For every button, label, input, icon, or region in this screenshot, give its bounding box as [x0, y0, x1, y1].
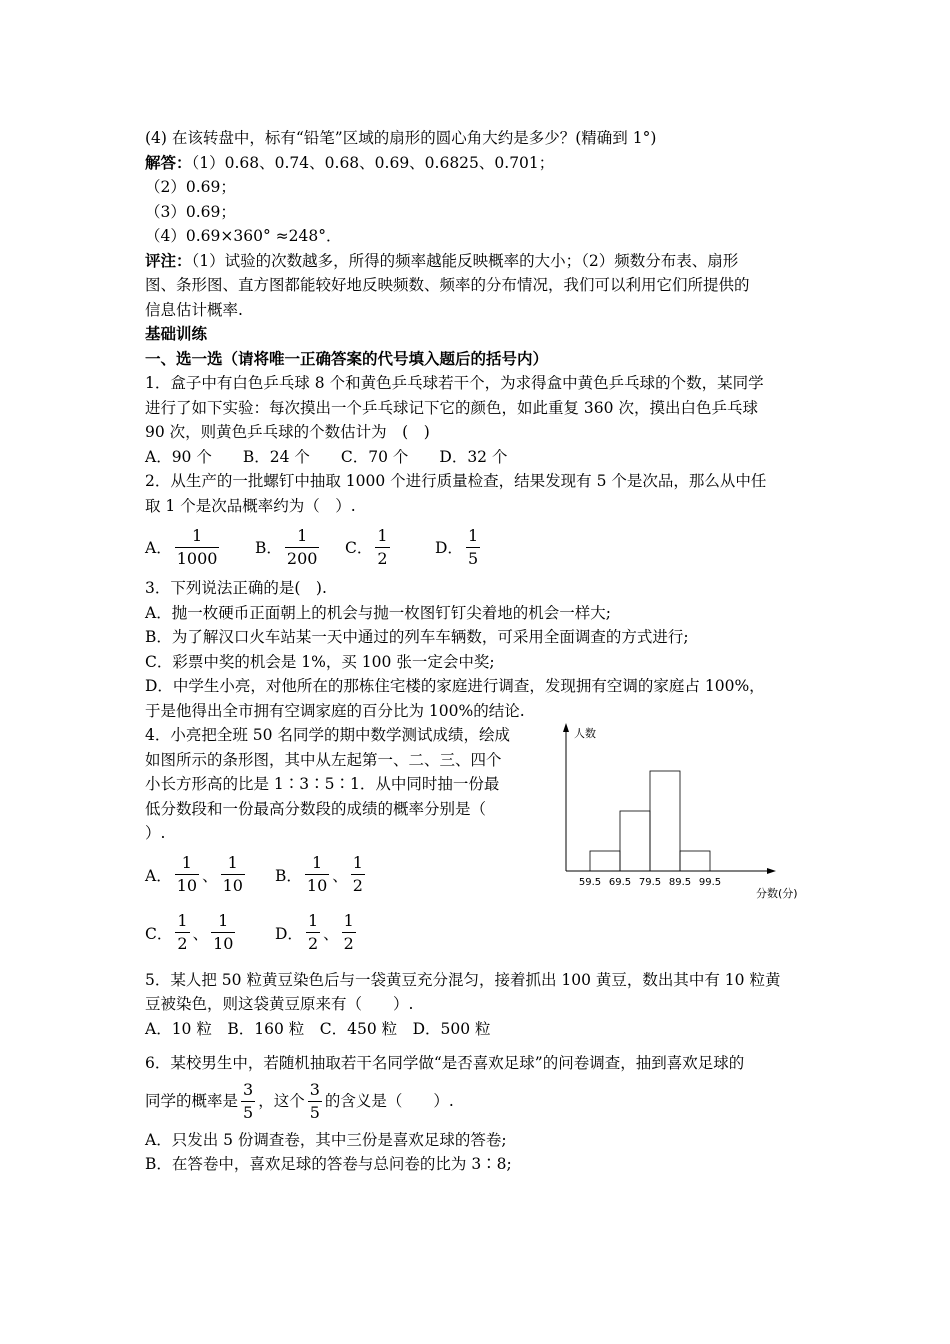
q2-option-b: [255, 525, 345, 570]
q3-option-b: B．为了解汉口火车站某一天中通过的列车车辆数，可采用全面调查的方式进行;: [145, 628, 689, 646]
fraction: [285, 525, 320, 570]
q2-option-c: [345, 525, 435, 570]
q4-line-2: 如图所示的条形图，其中从左起第一、二、三、四个: [145, 750, 502, 769]
q1-options: A．90 个 B．24 个 C．70 个 D．32 个: [145, 447, 508, 466]
q3-option-a: A．抛一枚硬币正面朝上的机会与抛一枚图钉钉尖着地的机会一样大;: [145, 603, 611, 622]
comment-label: 评注：: [145, 250, 192, 270]
fraction: [306, 910, 320, 955]
option-label: A．: [145, 866, 172, 885]
option-label: B．: [275, 866, 302, 885]
denominator: 5: [467, 548, 479, 568]
histogram-bar: [650, 771, 680, 871]
denominator: 5: [309, 1103, 320, 1122]
comment-line-1: [145, 249, 810, 274]
q5-options: A．10 粒 B．160 粒 C．450 粒 D．500 粒: [145, 1019, 491, 1038]
numerator: 1: [211, 910, 235, 933]
option-label: C．: [145, 924, 173, 943]
separator: 、: [192, 924, 209, 943]
fraction: [305, 852, 329, 897]
q3-option-d-line-1: D．中学生小亮，对他所在的那栋住宅楼的家庭进行调查，发现拥有空调的家庭占 100%，: [145, 677, 765, 695]
q1-line-2: 进行了如下实验：每次摸出一个乒乓球记下它的颜色，如此重复 360 次，摸出白色乒乓球: [145, 398, 758, 417]
q6-line-2: [145, 1076, 810, 1128]
q6-text-c: 的含义是（ ）.: [324, 1092, 454, 1111]
x-tick-label: 89.5: [668, 877, 692, 888]
x-tick-label: 79.5: [638, 877, 662, 888]
numerator: 1: [306, 910, 320, 933]
q4-block: [145, 723, 810, 962]
q2-option-a: [145, 525, 227, 570]
x-axis-arrow-icon: [767, 868, 776, 874]
denominator: 200: [286, 548, 318, 568]
fraction: [175, 525, 220, 570]
score-histogram: [560, 723, 810, 903]
q4-option-b: [275, 852, 368, 897]
denominator: 10: [222, 876, 243, 895]
numerator: 1: [175, 910, 189, 933]
separator: 、: [332, 866, 348, 885]
histogram-bar: [620, 811, 650, 871]
numerator: 3: [308, 1079, 322, 1102]
option-label: D．: [435, 539, 463, 557]
numerator: 1: [351, 852, 365, 875]
numerator: 1: [221, 852, 245, 875]
option-label: D．: [275, 924, 303, 943]
numerator: 1: [175, 525, 220, 548]
denominator: 5: [243, 1103, 254, 1122]
fraction: [342, 910, 356, 955]
answer-line-3: （3）0.69；: [145, 202, 236, 221]
denominator: 2: [177, 934, 188, 953]
q4-line-4: 低分数段和一份最高分数段的成绩的概率分别是（: [145, 799, 487, 818]
denominator: 10: [176, 876, 198, 895]
numerator: 1: [285, 525, 320, 548]
q6-line-1: 6．某校男生中，若随机抽取若干名同学做“是否喜欢足球”的问卷调查，抽到喜欢足球的: [145, 1054, 745, 1072]
q5-line-1: 5．某人把 50 粒黄豆染色后与一袋黄豆充分混匀，接着抓出 100 黄豆，数出其中有 10 粒黄: [145, 970, 781, 989]
q4-line-1: 4．小亮把全班 50 名同学的期中数学测试成绩，绘成: [145, 726, 510, 744]
x-tick-label: 99.5: [698, 877, 722, 888]
q6-option-b: B．在答卷中，喜欢足球的答卷与总问卷的比为 3∶8;: [145, 1155, 512, 1173]
section-title: 基础训练: [145, 324, 208, 343]
fraction: [221, 852, 245, 897]
part-title: 一、选一选（请将唯一正确答案的代号填入题后的括号内）: [145, 348, 549, 368]
denominator: 2: [377, 548, 388, 568]
fraction: [241, 1079, 255, 1124]
numerator: 1: [342, 910, 356, 933]
q3-option-c: C．彩票中奖的机会是 1%，买 100 张一定会中奖;: [145, 652, 495, 671]
q2-line-1: 2．从生产的一批螺钉中抽取 1000 个进行质量检查，结果发现有 5 个是次品，那么从中任: [145, 472, 767, 490]
option-label: B．: [255, 539, 282, 557]
denominator: 2: [343, 934, 354, 953]
q4-line-5: ）.: [145, 824, 166, 842]
q4-option-a: [145, 852, 275, 897]
denominator: 2: [352, 876, 363, 895]
q6-option-a: A．只发出 5 份调查卷，其中三份是喜欢足球的答卷;: [145, 1130, 507, 1149]
separator: 、: [323, 924, 339, 943]
answer-text-1: （1）0.68、0.74、0.68、0.69、0.6825、0.701；: [191, 153, 555, 172]
option-label: C．: [345, 539, 373, 557]
q6-text-b: ，这个: [258, 1092, 305, 1111]
q2-options: [145, 518, 810, 576]
q1-line-3: 90 次，则黄色乒乓球的个数估计为 ( ): [145, 423, 430, 441]
q1-line-1: 1．盒子中有白色乒乓球 8 个和黄色乒乓球若干个，为求得盒中黄色乒乓球的个数，某同学: [145, 374, 764, 392]
comment-text-1: （1）试验的次数越多，所得的频率越能反映概率的大小；（2）频数分布表、扇形: [191, 251, 739, 270]
fraction: [175, 910, 189, 955]
fraction: [375, 525, 389, 570]
fraction: [175, 852, 199, 897]
fraction: [211, 910, 235, 955]
q5-line-2: 豆被染色，则这袋黄豆原来有（ ）.: [145, 995, 414, 1013]
q4-option-c: [145, 910, 275, 955]
numerator: 1: [175, 852, 199, 875]
histogram-bar: [680, 851, 710, 871]
q6-text-a: 同学的概率是: [145, 1092, 239, 1111]
x-tick-label: 59.5: [578, 877, 602, 888]
denominator: 10: [306, 876, 328, 895]
numerator: 1: [375, 525, 389, 548]
fraction: [466, 525, 480, 570]
denominator: 1000: [176, 548, 218, 568]
answer-label: 解答：: [145, 152, 192, 172]
fraction: [308, 1079, 322, 1124]
comment-line-2: 图、条形图、直方图都能较好地反映频数、频率的分布情况，我们可以利用它们所提供的: [145, 276, 750, 294]
q4-option-d: [275, 910, 359, 955]
q2-option-d: [435, 525, 483, 570]
y-axis-arrow-icon: [563, 723, 569, 732]
fraction: [351, 852, 365, 897]
denominator: 10: [213, 934, 234, 953]
option-label: A．: [145, 539, 172, 557]
x-axis-label: 分数(分): [756, 887, 798, 900]
numerator: 3: [241, 1079, 255, 1102]
numerator: 1: [466, 525, 480, 548]
y-axis-label: 人数: [574, 727, 596, 740]
q4-options-row-2: [145, 904, 810, 962]
x-tick-label: 69.5: [608, 877, 632, 888]
solution-question-4: (4) 在该转盘中，标有“铅笔”区域的扇形的圆心角大约是多少？(精确到 1°): [145, 129, 657, 147]
answer-line-1: [145, 151, 810, 176]
q4-line-3: 小长方形高的比是 1∶3∶5∶1．从中同时抽一份最: [145, 775, 500, 793]
numerator: 1: [305, 852, 329, 875]
q3-option-d-line-2: 于是他得出全市拥有空调家庭的百分比为 100%的结论.: [145, 701, 525, 720]
answer-line-4: （4）0.69×360° ≈248°．: [145, 227, 342, 245]
worksheet-page: [145, 126, 810, 1177]
comment-line-3: 信息估计概率.: [145, 300, 243, 319]
separator: 、: [202, 866, 218, 885]
histogram-bar: [590, 851, 620, 871]
q3-line-1: 3．下列说法正确的是( ).: [145, 579, 327, 597]
answer-line-2: （2）0.69；: [145, 178, 236, 196]
denominator: 2: [307, 934, 319, 953]
q2-line-2: 取 1 个是次品概率约为（ ）.: [145, 496, 356, 515]
